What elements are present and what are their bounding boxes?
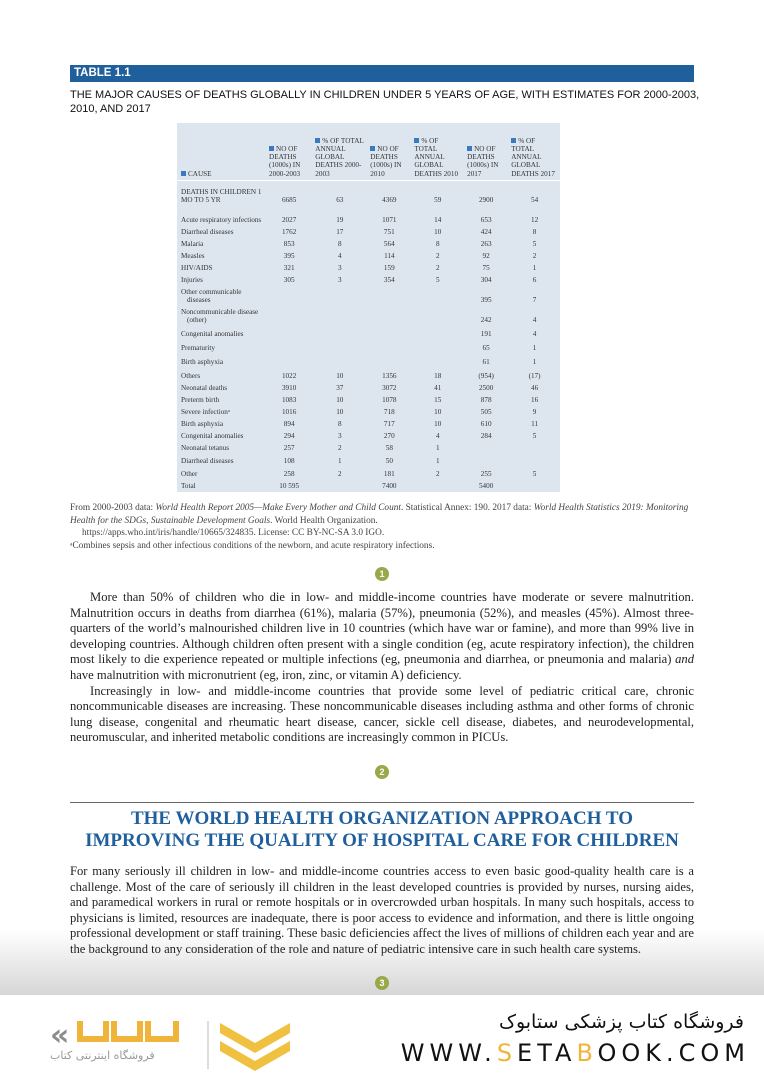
table-cell	[410, 325, 463, 339]
table-cell: 1022	[281, 372, 297, 381]
header-marker-icon	[370, 146, 375, 151]
table-cell: 3	[337, 276, 342, 285]
table-cell: 159	[383, 264, 395, 273]
table-cell: 2	[337, 470, 342, 479]
row-label: Total	[181, 482, 196, 491]
table-row	[177, 466, 560, 479]
table-cell: 1078	[382, 396, 397, 405]
table-cell: 424	[480, 228, 492, 237]
table-cell: 255	[480, 470, 492, 479]
table-cell	[410, 353, 463, 367]
table-cell	[265, 339, 311, 353]
table-cell	[507, 453, 560, 466]
table-cell: 15	[434, 396, 442, 405]
table-cell: 10	[434, 408, 442, 417]
row-label: Malaria	[181, 240, 204, 249]
table-cell	[410, 339, 463, 353]
table-cell: 41	[434, 384, 442, 393]
table-cell	[265, 285, 311, 305]
table-cell: 58	[385, 444, 393, 453]
table-cell: 7	[532, 296, 537, 305]
table-cell: 10	[434, 420, 442, 429]
table-cell: 46	[531, 384, 539, 393]
source-text: . World Health Organization.	[270, 515, 378, 526]
table-cell: 8	[337, 420, 342, 429]
column-header	[366, 123, 410, 181]
table-cell: 270	[383, 432, 395, 441]
table-cell: 751	[383, 228, 395, 237]
row-label: Birth asphyxia	[181, 358, 224, 367]
header-marker-icon	[269, 146, 274, 151]
table-cell: 395	[283, 252, 295, 261]
table-cell: 242	[480, 316, 492, 325]
table-cell: 6685	[281, 196, 297, 205]
column-header	[265, 123, 311, 181]
table-cell: 853	[283, 240, 295, 249]
table-cell	[463, 441, 507, 453]
row-label: Preterm birth	[181, 396, 220, 405]
table-cell: 114	[384, 252, 395, 261]
header-text: % OF TOTAL ANNUAL GLOBAL DEATHS 2017	[511, 136, 555, 178]
table-cell: 1083	[281, 396, 297, 405]
table-cell: 257	[283, 444, 295, 453]
table-row	[177, 393, 560, 405]
row-label: Other	[181, 470, 198, 479]
table-cell	[311, 339, 366, 353]
body-text	[70, 864, 694, 958]
table-cell: 10	[336, 396, 344, 405]
table-cell: 1	[337, 457, 342, 466]
table-cell: 2	[337, 444, 342, 453]
table-cell: 1016	[281, 408, 297, 417]
table-cell: 610	[480, 420, 492, 429]
column-header	[177, 123, 265, 181]
table-cell	[463, 453, 507, 466]
table-row	[177, 285, 560, 305]
table-cell: 5	[532, 240, 537, 249]
table-cell: 1	[532, 358, 537, 367]
table-cell: 3	[337, 432, 342, 441]
source-text: . Statistical Annex: 190. 2017 data:	[400, 503, 534, 513]
table-cell: 305	[283, 276, 295, 285]
table-cell: 1	[435, 457, 440, 466]
paragraph-text: have malnutrition with micronutrient (eg, iron, zinc, or vitamin A) deficiency.	[70, 667, 462, 682]
row-label: Severe infectionᵃ	[181, 408, 230, 417]
column-header	[311, 123, 366, 181]
data-table	[177, 123, 560, 492]
row-label: Other communicable diseases	[181, 287, 242, 305]
table-cell: 717	[383, 420, 395, 429]
row-label: Diarrheal diseases	[181, 228, 234, 237]
table-cell	[410, 305, 463, 325]
table-cell: 10	[336, 372, 344, 381]
table-cell: 3910	[281, 384, 297, 393]
row-label: DEATHS IN CHILDREN 1 MO TO 5 YR	[181, 187, 262, 205]
table-row	[177, 325, 560, 339]
source-text: From 2000-2003 data:	[70, 503, 156, 513]
table-cell: 3	[337, 264, 342, 273]
table-row	[177, 261, 560, 273]
row-label: HIV/AIDS	[181, 264, 213, 273]
paragraph: Increasingly in low- and middle-income countries that provide some level of pediatric critical care, chronic noncommunicable diseases are increasing. These noncommunicable diseases including asthma and other forms of chronic lung disease, congenital and rheumatic heart disease, cancer, sickle cell disease, diabetes, and neurodevelopmental, neuromuscular, and inherited metabolic conditions are increasingly common in PICUs.	[70, 683, 694, 745]
table-cell: 6	[532, 276, 537, 285]
table-cell: 505	[480, 408, 492, 417]
table-row	[177, 441, 560, 453]
table-cell	[507, 479, 560, 491]
table-cell: 7400	[382, 482, 397, 491]
table-cell: 4369	[382, 196, 397, 205]
table-cell: 181	[383, 470, 395, 479]
table-cell: 878	[480, 396, 492, 405]
table-cell: 8	[532, 228, 537, 237]
table-cell: 2	[435, 470, 440, 479]
table-cell: 718	[383, 408, 395, 417]
table-cell: 4	[435, 432, 440, 441]
footer-banner	[0, 995, 764, 1080]
table-cell	[311, 325, 366, 339]
heading-line: THE WORLD HEALTH ORGANIZATION APPROACH TO	[130, 808, 633, 829]
table-cell: 10 595	[279, 482, 300, 491]
table-cell: 4	[337, 252, 342, 261]
header-marker-icon	[181, 171, 186, 176]
table-cell: 54	[531, 196, 539, 205]
table-cell: 395	[480, 296, 492, 305]
column-header	[463, 123, 507, 181]
table-cell: 2	[435, 252, 440, 261]
table-footnote: ᵃCombines sepsis and other infectious conditions of the newborn, and acute respiratory infections.	[70, 541, 435, 551]
table-cell	[507, 441, 560, 453]
table-cell	[366, 285, 410, 305]
table-cell: 5400	[478, 482, 494, 491]
table-row	[177, 225, 560, 237]
header-text: % OF TOTAL ANNUAL GLOBAL DEATHS 2010	[414, 136, 459, 178]
header-marker-icon	[315, 138, 320, 143]
table-cell	[410, 285, 463, 305]
table-cell: 1	[532, 264, 537, 273]
table-cell: 354	[383, 276, 395, 285]
source-title: World Health Report 2005—Make Every Mother and Child Count	[155, 503, 401, 513]
column-header	[507, 123, 560, 181]
table-cell: 108	[283, 457, 295, 466]
table-cell: 2027	[281, 216, 297, 225]
table-row	[177, 205, 560, 225]
table-cell	[311, 305, 366, 325]
table-cell: 4	[532, 330, 537, 339]
table-cell: 5	[532, 470, 537, 479]
table-label: TABLE 1.1	[70, 65, 694, 82]
heading-line: IMPROVING THE QUALITY OF HOSPITAL CARE FOR CHILDREN	[85, 830, 679, 851]
table-cell: 1071	[382, 216, 397, 225]
header-text: NO OF DEATHS (1000s) IN 2017	[467, 144, 499, 178]
table-cell: 1762	[281, 228, 297, 237]
section-heading	[70, 808, 694, 852]
table-row	[177, 367, 560, 381]
table-row	[177, 339, 560, 353]
table-cell: 1356	[382, 372, 397, 381]
header-text: CAUSE	[188, 169, 212, 178]
table-cell	[265, 325, 311, 339]
body-text	[70, 590, 694, 746]
table-row	[177, 453, 560, 466]
table-cell: 191	[480, 330, 492, 339]
table-cell: 10	[336, 408, 344, 417]
table-source	[70, 502, 700, 540]
table-cell: 18	[434, 372, 442, 381]
marker-badge: 1	[375, 567, 389, 581]
store-url[interactable]: WWW.SETABOOK.COM	[400, 1039, 750, 1067]
header-text: % OF TOTAL ANNUAL GLOBAL DEATHS 2000-2003	[315, 136, 364, 178]
row-label: Congenital anomalies	[181, 432, 244, 441]
table-cell: 4	[532, 316, 537, 325]
paragraph	[70, 590, 694, 684]
table-cell: (954)	[478, 372, 494, 381]
header-marker-icon	[414, 138, 419, 143]
store-name: فروشگاه کتاب پزشکی ستابوک	[498, 1011, 744, 1033]
table-row	[177, 417, 560, 429]
source-title: World Health Statistics 2019: Monitoring Health for the SDGs, Sustainable Development Goals	[70, 503, 689, 526]
logo-icon	[40, 1013, 310, 1073]
table-cell	[366, 339, 410, 353]
marker-badge: 2	[375, 765, 389, 779]
table-cell: 2	[435, 264, 440, 273]
emphasis: and	[675, 652, 694, 667]
table-cell	[366, 353, 410, 367]
row-label: Congenital anomalies	[181, 330, 244, 339]
svg-text:«: «	[50, 1018, 70, 1053]
table-cell: 61	[482, 358, 490, 367]
table-cell: 1	[435, 444, 440, 453]
table-cell: 2500	[478, 384, 494, 393]
table-cell: 59	[434, 196, 442, 205]
header-marker-icon	[467, 146, 472, 151]
table-cell: 653	[480, 216, 492, 225]
table-cell: 37	[336, 384, 344, 393]
table-cell: 5	[435, 276, 440, 285]
section-divider	[70, 802, 694, 803]
source-url: https://apps.who.int/iris/handle/10665/324835. License: CC BY-NC-SA 3.0 IGO.	[82, 528, 385, 538]
table-cell	[366, 325, 410, 339]
table-cell	[410, 479, 463, 491]
setabook-logo	[40, 1013, 310, 1073]
table-cell: 3072	[382, 384, 397, 393]
table-cell: 284	[480, 432, 492, 441]
table-cell: 8	[435, 240, 440, 249]
table-cell: 10	[434, 228, 442, 237]
table-cell: 92	[482, 252, 490, 261]
table-cell: 5	[532, 432, 537, 441]
table-cell: (17)	[528, 372, 541, 381]
table-cell	[366, 305, 410, 325]
table-row	[177, 181, 560, 205]
logo-subtitle: فروشگاه اینترنتی کتاب	[50, 1049, 155, 1062]
table-row	[177, 273, 560, 285]
table-cell: 12	[531, 216, 539, 225]
table-cell	[311, 285, 366, 305]
table-cell: 1	[532, 344, 537, 353]
table-cell: 11	[531, 420, 539, 429]
row-label: Others	[181, 372, 201, 381]
table-cell: 564	[383, 240, 395, 249]
table-cell	[265, 305, 311, 325]
row-label: Neonatal tetanus	[181, 444, 230, 453]
row-label: Prematurity	[181, 344, 215, 353]
table-cell	[265, 353, 311, 367]
table-cell: 9	[532, 408, 537, 417]
row-label: Noncommunicable disease (other)	[181, 307, 259, 325]
table-cell: 16	[531, 396, 539, 405]
table-cell: 258	[283, 470, 295, 479]
header-marker-icon	[511, 138, 516, 143]
table-cell: 14	[434, 216, 442, 225]
table-cell: 321	[283, 264, 295, 273]
table-cell: 2	[532, 252, 537, 261]
row-label: Birth asphyxia	[181, 420, 224, 429]
row-label: Diarrheal diseases	[181, 457, 234, 466]
table-caption: THE MAJOR CAUSES OF DEATHS GLOBALLY IN CHILDREN UNDER 5 YEARS OF AGE, WITH ESTIMATES FOR 2000-2003, 2010, AND 2017	[70, 89, 700, 115]
row-label: Measles	[181, 252, 205, 261]
table-cell: 50	[385, 457, 393, 466]
table-cell: 17	[336, 228, 344, 237]
table-cell: 8	[337, 240, 342, 249]
table-row	[177, 381, 560, 393]
table-cell	[311, 353, 366, 367]
table-row	[177, 249, 560, 261]
table-row	[177, 353, 560, 367]
table-cell: 2900	[478, 196, 494, 205]
header-text: NO OF DEATHS (1000s) IN 2000-2003	[269, 144, 301, 178]
table-row	[177, 305, 560, 325]
table-row	[177, 405, 560, 417]
paragraph-text: More than 50% of children who die in low- and middle-income countries have moderate or severe malnutrition. Malnutrition occurs in deaths from diarrhea (61%), malaria (57%), pneumonia (52%), and measles (45%). Almost three-quarters of the world’s malnourished children live in 10 countries (which have war or famine), and more than 99% live in developing countries. Although children often present with a single condition (eg, acute respiratory infection), the children most likely to die experience repeated or multiple infections (eg, pneumonia and diarrhea, or pneumonia and malaria)	[70, 590, 694, 667]
paragraph: For many seriously ill children in low- and middle-income countries access to even basic good-quality health care is a challenge. Most of the care of seriously ill children in the least developed countries is provided by nurses, nursing aides, and paramedical workers in rural or remote hospitals or in overcrowded urban hospitals. In many such hospitals, access to physicians is limited, resources are inadequate, there is poor access to evidence and information, and there is little ongoing professional development or staff training. These basic deficiencies affect the lives of millions of children each year and are the background to any consideration of the role and nature of pediatric intensive care in such health care systems.	[70, 864, 694, 956]
header-text: NO OF DEATHS (1000s) IN 2010	[370, 144, 402, 178]
table-cell: 63	[336, 196, 344, 205]
row-label: Acute respiratory infections	[181, 216, 262, 225]
table-cell: 894	[283, 420, 295, 429]
table-cell: 75	[482, 264, 490, 273]
table-cell: 294	[283, 432, 295, 441]
table-cell: 19	[336, 216, 344, 225]
table-row	[177, 479, 560, 491]
table-row	[177, 237, 560, 249]
marker-badge: 3	[375, 976, 389, 990]
table-cell	[311, 479, 366, 491]
table-cell: 304	[480, 276, 492, 285]
table-row	[177, 429, 560, 441]
table-cell: 65	[482, 344, 490, 353]
row-label: Neonatal deaths	[181, 384, 228, 393]
row-label: Injuries	[181, 276, 203, 285]
column-header	[410, 123, 463, 181]
table-cell: 263	[480, 240, 492, 249]
